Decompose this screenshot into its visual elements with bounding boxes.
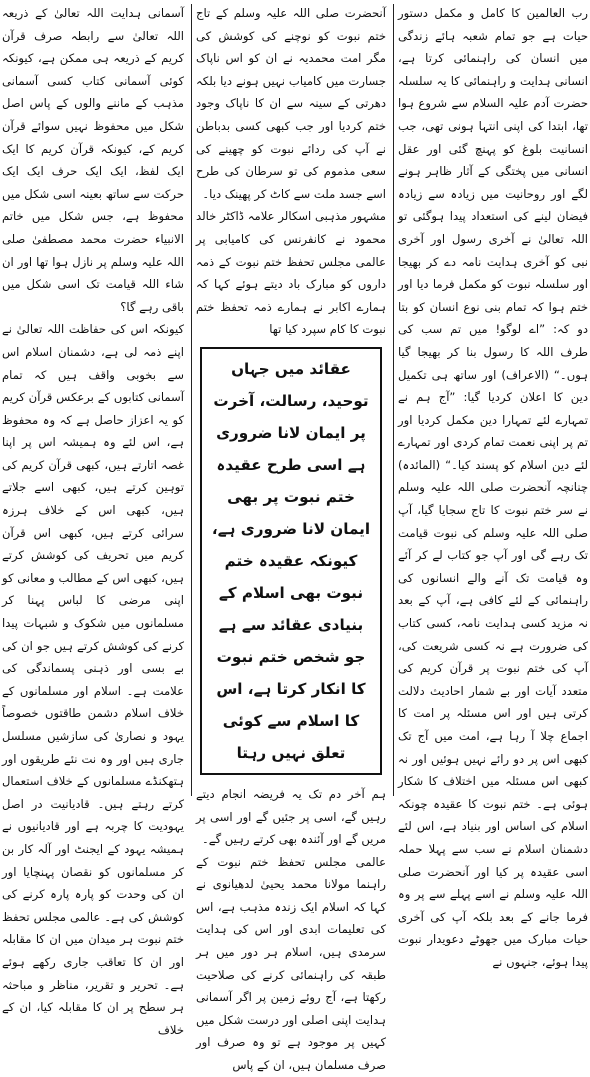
paragraph: کیونکہ اس کی حفاظت اللہ تعالیٰ نے اپنے ذمہ لی ہے، دشمنان اسلام اس سے بخوبی واقف ہیں کہ تمام آسمانی کتابوں کے برعکس قرآن کریم کو یہ اعزاز حاصل ہے کہ وہ محفوظ ہے، اس لئے وہ ہمیشہ اس پر اپنا غصہ اتارتے ہیں، کبھی قرآن کریم کی توہین کرتے ہیں، کبھی اسے جلاتے ہیں، کبھی اس کے خلاف ہرزہ سرائی کرتے ہیں، کبھی اس قرآن کریم میں تحریف کی کوشش کرتے ہیں، کبھی اس کے مطالب و معانی کو اپنی مرضی کا لباس پہنا کر مسلمانوں میں شکوک و شبہات پیدا کرنے کی کوشش کرتے ہیں جو ان کی بے بسی اور ذہنی پسماندگی کی علامت ہے۔ اسلام اور مسلمانوں کے خلاف اسلام دشمن طاقتوں خصوصاً یہود و نصاریٰ کی سازشیں مسلسل جاری ہیں اور وہ نت نئے طریقوں اور ہتھکنڈے مسلمانوں کے خلاف استعمال کرتے رہتے ہیں۔ قادیانیت در اصل یہودیت کا چربہ ہے اور قادیانیوں نے ہمیشہ یہود کے ایجنٹ اور آلہ کار بن کر مسلمانوں کو نقصان پہنچایا اور ان کی وحدت کو پارہ پارہ کرنے کی کوشش کی ہے۔ عالمی مجلس تحفظ ختم نبوت ہر میدان میں ان کا مقابلہ اور ان کا تعاقب جاری رکھے ہوئے ہے۔ تحریر و تقریر، مناظر و مباحثہ ہر سطح پر ان کا مقابلہ کیا، ان کے خلاف bbox=[2, 322, 184, 1037]
column-divider bbox=[191, 4, 192, 796]
column-middle bbox=[196, 2, 386, 1073]
paragraph: مشہور مذہبی اسکالر علامہ ڈاکٹر خالد محمود نے کانفرنس کی کامیابی پر عالمی مجلس تحفظ ختم نبوت کے ذمہ داروں کو مبارک باد دیتے ہوئے کہا کہ ہمارے اکابر نے ہمارے ذمہ تحفظ ختم نبوت کا کام سپرد کیا تھا bbox=[196, 209, 386, 337]
column-divider bbox=[393, 4, 394, 796]
paragraph: رب العالمین کا کامل و مکمل دستور حیات ہے جو تمام شعبہ ہائے زندگی میں انسان کی راہنمائی کرتا ہے، انسانی ہدایت و راہنمائی کا یہ سلسلہ حضرت آدم علیہ السلام سے شروع ہوا تھا، ابتدا کی اپنی انتہا ہونی تھی، جب انسانیت بلوغ کو پہنچ گئی اور عقل انسانی میں پختگی کے آثار ظاہر ہونے لگے اور روحانیت میں زیادہ سے زیادہ فیضان لینے کی استعداد پیدا ہوگئی تو اللہ تعالیٰ نے آخری رسول اور آخری نبی کو آخری ہدایت نامہ دے کر بھیجا اور سلسلہ نبوت کو مکمل فرما دیا اور ختم ہوا کہ تمام بنی نوع انسان کو بتا دو کہ: ”اے لوگو! میں تم سب کی طرف اللہ کا رسول بنا کر بھیجا گیا ہوں۔“ (الاعراف) اور ساتھ ہی تکمیل دین کا اعلان کردیا گیا: ”آج ہم نے تمہارے لئے تمہارا دین مکمل کردیا اور تم پر اپنی نعمت تمام کردی اور تمہارے لئے دین اسلام کو پسند کیا۔“ (المائدہ) چنانچہ آنحضرت صلی اللہ علیہ وسلم نے سر ختم نبوت کا تاج سجایا گیا، آپ صلی اللہ علیہ وسلم کی نبوت قیامت تک رہے گی اور آپ جو کتاب لے کر آئے وہ قیامت تک آنے والے انسانوں کی راہنمائی کے لئے کافی ہے، آپ کے بعد نہ مزید کسی ہدایت نامہ، کسی کتاب کی ضرورت ہے نہ کسی شریعت کی، آپ کی ختم نبوت پر قرآن کریم کی متعدد آیات اور بے شمار احادیث دلالت کرتی ہیں اور اس مسئلہ پر امت کا اجماع چلا آ رہا ہے، امت میں آج تک کبھی اس پر دو رائے نہیں ہوئیں اور نہ کبھی اس مسئلہ میں اختلاف کا شکار ہوئی ہے۔ ختم نبوت کا عقیدہ چونکہ اسلام کی اساس اور بنیاد ہے، اس لئے دشمنان اسلام نے سب سے پہلا حملہ اسی عقیدہ پر کیا اور آنحضرت صلی اللہ علیہ وسلم نے اسے پہلے سے پر وہ فرما جانے کے بعد بلکہ آپ کی آخری حیات مبارک میں جھوٹے دعویدار نبوت پیدا ہوئے، جنہوں نے bbox=[398, 6, 588, 969]
column-right bbox=[398, 2, 588, 969]
paragraph: آسمانی ہدایت اللہ تعالیٰ کے ذریعہ اللہ تعالیٰ سے رابطہ صرف قرآن کریم کے ذریعہ ہی ممکن ہے، کیونکہ کوئی آسمانی کتاب کسی آسمانی مذہب کے ماننے والوں کے پاس اصل شکل میں محفوظ نہیں سوائے قرآن کریم کے، کیونکہ قرآن کریم کا ایک ایک لفظ، ایک ایک حرف ایک ایک حرکت سے ساتھ بعینہ اسی شکل میں محفوظ ہے، جس شکل میں خاتم الانبیاء حضرت محمد مصطفیٰ صلی اللہ علیہ وسلم پر نازل ہوا تھا اور ان شاء اللہ قیامت تک اسی شکل میں باقی رہے گا؟ bbox=[2, 6, 184, 314]
paragraph: ہم آخر دم تک یہ فریضہ انجام دیتے رہیں گے، اسی پر جئیں گے اور اسی پر مریں گے اور آئندہ بھی کرتے رہیں گے۔ bbox=[196, 786, 386, 847]
paragraph: عالمی مجلس تحفظ ختم نبوت کے راہنما مولانا محمد یحییٰ لدھیانوی نے کہا کہ اسلام ایک زندہ مذہب ہے، اس کی تعلیمات ابدی اور اس کی ہدایت سرمدی ہیں، اسلام ہر دور میں ہر طبقہ کی راہنمائی کرنے کی صلاحیت رکھتا ہے، آج روئے زمین پر اگر آسمانی ہدایت اپنی اصلی اور درست شکل میں کہیں پر موجود ہے تو وہ صرف اور صرف مسلمان ہیں، ان کے پاس bbox=[196, 854, 386, 1073]
highlight-box-wrapper bbox=[200, 347, 382, 775]
column-left bbox=[2, 2, 184, 1037]
highlight-quote-box: عقائد میں جہاں توحید، رسالت، آخرت پر ایمان لانا ضروری ہے اسی طرح عقیدہ ختم نبوت پر بھی ایمان لانا ضروری ہے، کیونکہ عقیدہ ختم نبوت بھی اسلام کے بنیادی عقائد سے ہے جو شخص ختم نبوت کا انکار کرتا ہے، اس کا اسلام سے کوئی تعلق نہیں رہتا bbox=[200, 347, 382, 775]
paragraph: آنحضرت صلی اللہ علیہ وسلم کے تاج ختم نبوت کو نوچنے کی کوشش کی مگر امت محمدیہ نے ان کو اس ناپاک جسارت میں کامیاب نہیں ہونے دیا بلکہ دھرتی کے سینہ سے ان کا ناپاک وجود ختم کردیا اور جب کبھی کسی بدباطن نے آپ کی ردائے نبوت کو چھینے کی سعی مذموم کی تو سرطان کی طرح اسے جسد ملت سے کاٹ کر پھینک دیا۔ bbox=[196, 6, 386, 201]
